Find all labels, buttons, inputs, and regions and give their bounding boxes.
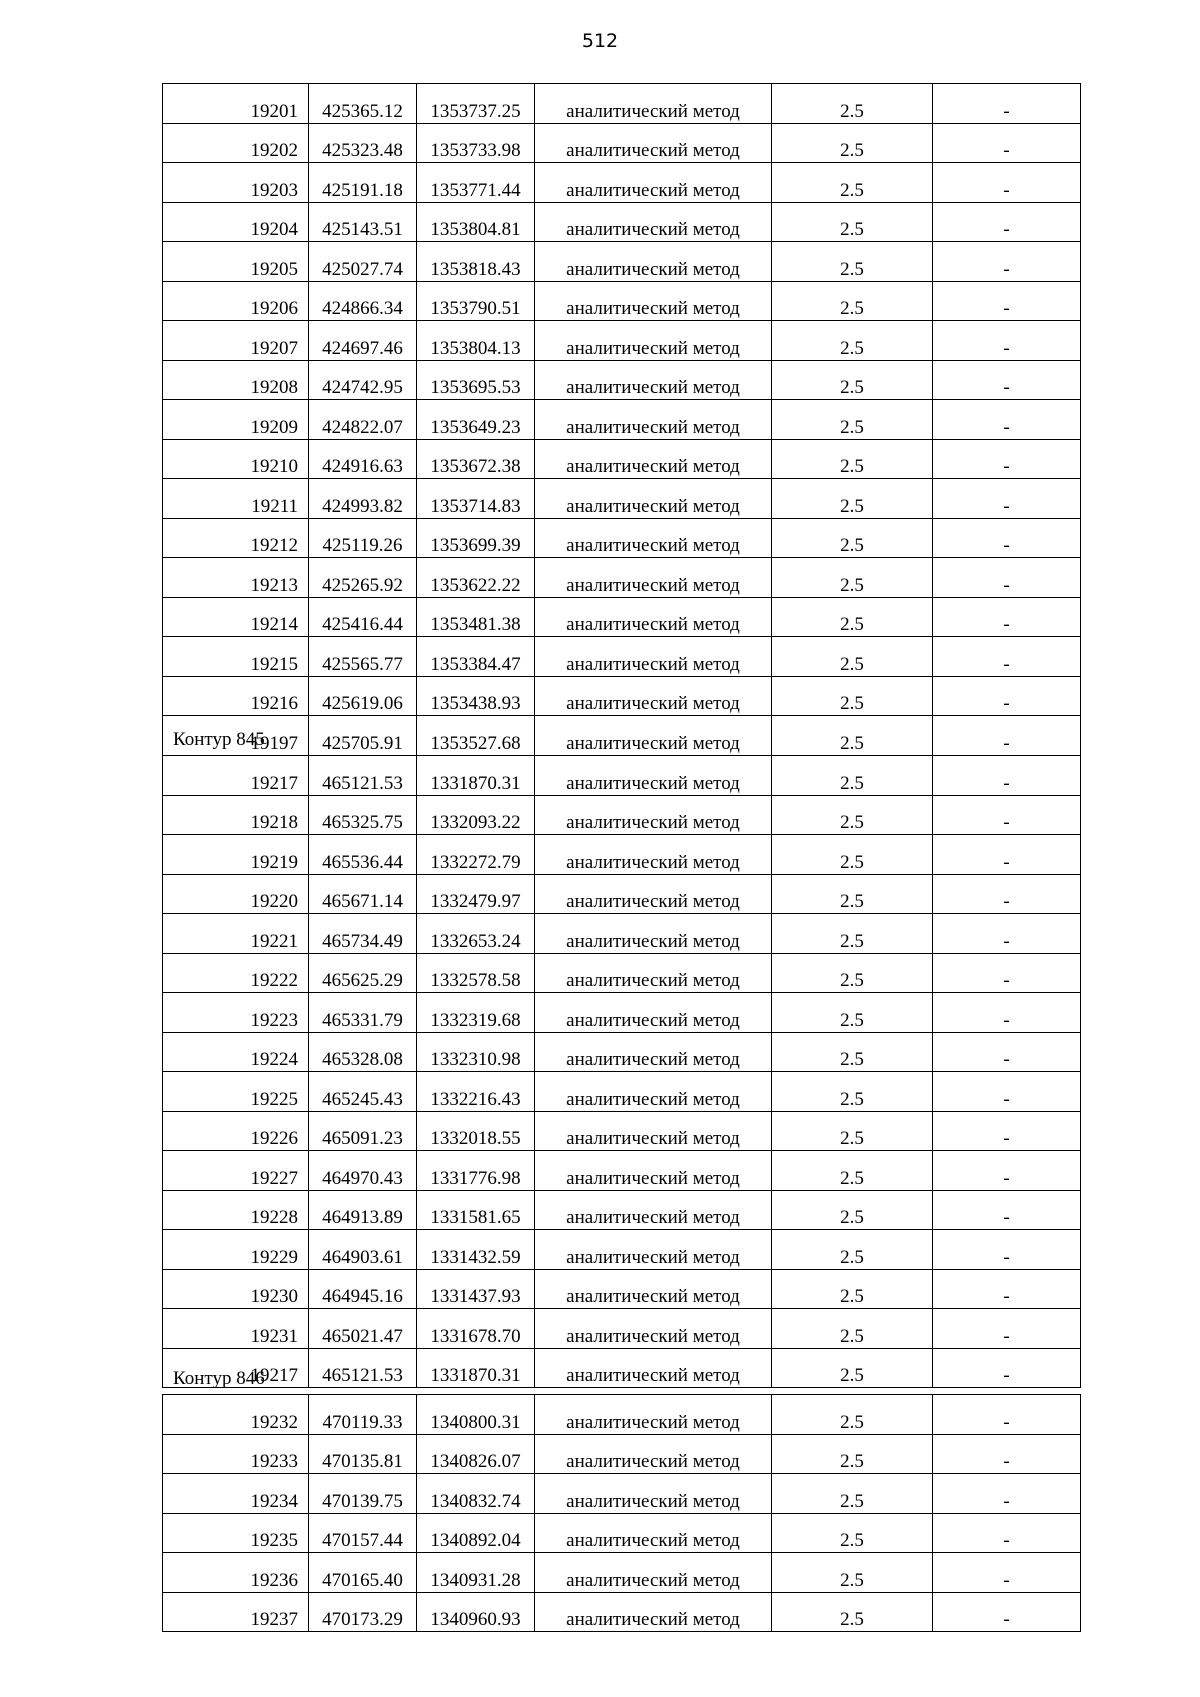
- point-number-cell: 19219: [163, 835, 309, 875]
- accuracy-cell: 2.5: [772, 163, 933, 203]
- accuracy-cell: 2.5: [772, 676, 933, 716]
- x-coordinate-cell: 465536.44: [309, 835, 417, 875]
- y-coordinate-cell: 1340960.93: [417, 1592, 535, 1632]
- description-cell: -: [933, 874, 1081, 914]
- method-cell: аналитический метод: [535, 1434, 772, 1474]
- coordinates-table: [162, 1394, 1081, 1632]
- table-row: [163, 281, 1081, 321]
- point-number-cell: 19203: [163, 163, 309, 203]
- point-number-cell: 19227: [163, 1151, 309, 1191]
- point-number-cell: 19233: [163, 1434, 309, 1474]
- point-number-cell: 19221: [163, 914, 309, 954]
- table-row: [163, 1348, 1081, 1388]
- table-row: [163, 360, 1081, 400]
- point-number-cell: 19204: [163, 202, 309, 242]
- description-cell: -: [933, 1269, 1081, 1309]
- y-coordinate-cell: 1353527.68: [417, 716, 535, 756]
- accuracy-cell: 2.5: [772, 597, 933, 637]
- table-row: [163, 1072, 1081, 1112]
- description-cell: -: [933, 242, 1081, 282]
- x-coordinate-cell: 424742.95: [309, 360, 417, 400]
- point-number-cell: 19208: [163, 360, 309, 400]
- accuracy-cell: 2.5: [772, 914, 933, 954]
- method-cell: аналитический метод: [535, 321, 772, 361]
- table-row: [163, 439, 1081, 479]
- y-coordinate-cell: 1332578.58: [417, 953, 535, 993]
- y-coordinate-cell: 1353672.38: [417, 439, 535, 479]
- accuracy-cell: 2.5: [772, 1230, 933, 1270]
- description-cell: -: [933, 123, 1081, 163]
- point-number-cell: 19206: [163, 281, 309, 321]
- point-number-cell: 19223: [163, 993, 309, 1033]
- accuracy-cell: 2.5: [772, 360, 933, 400]
- description-cell: -: [933, 1513, 1081, 1553]
- point-number-cell: 19222: [163, 953, 309, 993]
- description-cell: -: [933, 597, 1081, 637]
- coordinates-table: [162, 755, 1081, 1388]
- x-coordinate-cell: 464945.16: [309, 1269, 417, 1309]
- accuracy-cell: 2.5: [772, 1111, 933, 1151]
- table-row: [163, 1190, 1081, 1230]
- table-row: [163, 914, 1081, 954]
- point-number-cell: 19211: [163, 479, 309, 519]
- table-row: [163, 1111, 1081, 1151]
- y-coordinate-cell: 1331581.65: [417, 1190, 535, 1230]
- x-coordinate-cell: 465328.08: [309, 1032, 417, 1072]
- description-cell: -: [933, 400, 1081, 440]
- description-cell: -: [933, 1032, 1081, 1072]
- table-row: [163, 637, 1081, 677]
- point-number-cell: 19237: [163, 1592, 309, 1632]
- accuracy-cell: 2.5: [772, 1269, 933, 1309]
- method-cell: аналитический метод: [535, 874, 772, 914]
- table-row: [163, 1395, 1081, 1435]
- point-number-cell: 19234: [163, 1474, 309, 1514]
- method-cell: аналитический метод: [535, 242, 772, 282]
- point-number-cell: 19228: [163, 1190, 309, 1230]
- x-coordinate-cell: 465325.75: [309, 795, 417, 835]
- table-row: [163, 1553, 1081, 1593]
- y-coordinate-cell: 1331776.98: [417, 1151, 535, 1191]
- description-cell: -: [933, 1474, 1081, 1514]
- x-coordinate-cell: 464903.61: [309, 1230, 417, 1270]
- description-cell: -: [933, 1348, 1081, 1388]
- y-coordinate-cell: 1353804.13: [417, 321, 535, 361]
- method-cell: аналитический метод: [535, 123, 772, 163]
- description-cell: -: [933, 1230, 1081, 1270]
- x-coordinate-cell: 424993.82: [309, 479, 417, 519]
- method-cell: аналитический метод: [535, 1309, 772, 1349]
- x-coordinate-cell: 465734.49: [309, 914, 417, 954]
- accuracy-cell: 2.5: [772, 242, 933, 282]
- description-cell: -: [933, 1111, 1081, 1151]
- accuracy-cell: 2.5: [772, 795, 933, 835]
- method-cell: аналитический метод: [535, 400, 772, 440]
- point-number-cell: 19232: [163, 1395, 309, 1435]
- description-cell: -: [933, 518, 1081, 558]
- y-coordinate-cell: 1353649.23: [417, 400, 535, 440]
- method-cell: аналитический метод: [535, 1190, 772, 1230]
- page-number: 512: [581, 30, 619, 52]
- description-cell: -: [933, 1434, 1081, 1474]
- accuracy-cell: 2.5: [772, 1309, 933, 1349]
- accuracy-cell: 2.5: [772, 558, 933, 598]
- method-cell: аналитический метод: [535, 1111, 772, 1151]
- table-row: [163, 558, 1081, 598]
- table-row: [163, 1474, 1081, 1514]
- description-cell: -: [933, 202, 1081, 242]
- x-coordinate-cell: 465331.79: [309, 993, 417, 1033]
- method-cell: аналитический метод: [535, 716, 772, 756]
- point-number-cell: 19215: [163, 637, 309, 677]
- accuracy-cell: 2.5: [772, 1474, 933, 1514]
- point-number-cell: 19210: [163, 439, 309, 479]
- y-coordinate-cell: 1353804.81: [417, 202, 535, 242]
- coordinates-table: [162, 83, 1081, 756]
- accuracy-cell: 2.5: [772, 716, 933, 756]
- x-coordinate-cell: 465021.47: [309, 1309, 417, 1349]
- description-cell: -: [933, 914, 1081, 954]
- method-cell: аналитический метод: [535, 953, 772, 993]
- method-cell: аналитический метод: [535, 1072, 772, 1112]
- table-row: [163, 242, 1081, 282]
- x-coordinate-cell: 425619.06: [309, 676, 417, 716]
- x-coordinate-cell: 425027.74: [309, 242, 417, 282]
- table-row: [163, 1230, 1081, 1270]
- accuracy-cell: 2.5: [772, 439, 933, 479]
- method-cell: аналитический метод: [535, 1032, 772, 1072]
- method-cell: аналитический метод: [535, 202, 772, 242]
- y-coordinate-cell: 1332319.68: [417, 993, 535, 1033]
- method-cell: аналитический метод: [535, 163, 772, 203]
- accuracy-cell: 2.5: [772, 1348, 933, 1388]
- x-coordinate-cell: 470139.75: [309, 1474, 417, 1514]
- point-number-cell: 19220: [163, 874, 309, 914]
- point-number-cell: 19202: [163, 123, 309, 163]
- y-coordinate-cell: 1353699.39: [417, 518, 535, 558]
- x-coordinate-cell: 424822.07: [309, 400, 417, 440]
- point-number-cell: 19235: [163, 1513, 309, 1553]
- x-coordinate-cell: 425365.12: [309, 84, 417, 124]
- description-cell: -: [933, 360, 1081, 400]
- method-cell: аналитический метод: [535, 1230, 772, 1270]
- table-row: [163, 835, 1081, 875]
- point-number-cell: 19201: [163, 84, 309, 124]
- table-row: [163, 202, 1081, 242]
- table-row: [163, 756, 1081, 796]
- y-coordinate-cell: 1353695.53: [417, 360, 535, 400]
- point-number-cell: 19212: [163, 518, 309, 558]
- table-row: [163, 1269, 1081, 1309]
- method-cell: аналитический метод: [535, 281, 772, 321]
- accuracy-cell: 2.5: [772, 835, 933, 875]
- x-coordinate-cell: 470165.40: [309, 1553, 417, 1593]
- method-cell: аналитический метод: [535, 1474, 772, 1514]
- accuracy-cell: 2.5: [772, 123, 933, 163]
- accuracy-cell: 2.5: [772, 1592, 933, 1632]
- y-coordinate-cell: 1340826.07: [417, 1434, 535, 1474]
- table-row: [163, 676, 1081, 716]
- method-cell: аналитический метод: [535, 479, 772, 519]
- method-cell: аналитический метод: [535, 360, 772, 400]
- y-coordinate-cell: 1353818.43: [417, 242, 535, 282]
- accuracy-cell: 2.5: [772, 400, 933, 440]
- x-coordinate-cell: 470157.44: [309, 1513, 417, 1553]
- y-coordinate-cell: 1353384.47: [417, 637, 535, 677]
- accuracy-cell: 2.5: [772, 874, 933, 914]
- table-row: [163, 716, 1081, 756]
- contour-label: Контур 846: [173, 1368, 265, 1389]
- point-number-cell: 19217: [163, 756, 309, 796]
- point-number-cell: 19218: [163, 795, 309, 835]
- description-cell: -: [933, 558, 1081, 598]
- point-number-cell: 19213: [163, 558, 309, 598]
- x-coordinate-cell: 465625.29: [309, 953, 417, 993]
- point-number-cell: 19229: [163, 1230, 309, 1270]
- accuracy-cell: 2.5: [772, 1434, 933, 1474]
- description-cell: -: [933, 84, 1081, 124]
- table-row: [163, 1434, 1081, 1474]
- method-cell: аналитический метод: [535, 1592, 772, 1632]
- description-cell: -: [933, 1151, 1081, 1191]
- description-cell: -: [933, 993, 1081, 1033]
- point-number-cell: 19214: [163, 597, 309, 637]
- description-cell: -: [933, 835, 1081, 875]
- accuracy-cell: 2.5: [772, 1553, 933, 1593]
- y-coordinate-cell: 1332216.43: [417, 1072, 535, 1112]
- y-coordinate-cell: 1332479.97: [417, 874, 535, 914]
- table-row: [163, 953, 1081, 993]
- point-number-cell: 19217: [163, 1348, 309, 1388]
- x-coordinate-cell: 465091.23: [309, 1111, 417, 1151]
- y-coordinate-cell: 1331437.93: [417, 1269, 535, 1309]
- method-cell: аналитический метод: [535, 1269, 772, 1309]
- x-coordinate-cell: 424916.63: [309, 439, 417, 479]
- y-coordinate-cell: 1353438.93: [417, 676, 535, 716]
- table-row: [163, 1309, 1081, 1349]
- table-row: [163, 400, 1081, 440]
- x-coordinate-cell: 425191.18: [309, 163, 417, 203]
- x-coordinate-cell: 465121.53: [309, 1348, 417, 1388]
- point-number-cell: 19209: [163, 400, 309, 440]
- y-coordinate-cell: 1353790.51: [417, 281, 535, 321]
- method-cell: аналитический метод: [535, 597, 772, 637]
- description-cell: -: [933, 321, 1081, 361]
- table-row: [163, 123, 1081, 163]
- point-number-cell: 19224: [163, 1032, 309, 1072]
- method-cell: аналитический метод: [535, 518, 772, 558]
- method-cell: аналитический метод: [535, 1553, 772, 1593]
- x-coordinate-cell: 470173.29: [309, 1592, 417, 1632]
- point-number-cell: 19231: [163, 1309, 309, 1349]
- y-coordinate-cell: 1353714.83: [417, 479, 535, 519]
- table-row: [163, 993, 1081, 1033]
- description-cell: -: [933, 1190, 1081, 1230]
- accuracy-cell: 2.5: [772, 637, 933, 677]
- point-number-cell: 19230: [163, 1269, 309, 1309]
- y-coordinate-cell: 1353771.44: [417, 163, 535, 203]
- description-cell: -: [933, 953, 1081, 993]
- accuracy-cell: 2.5: [772, 281, 933, 321]
- x-coordinate-cell: 470119.33: [309, 1395, 417, 1435]
- method-cell: аналитический метод: [535, 835, 772, 875]
- y-coordinate-cell: 1332653.24: [417, 914, 535, 954]
- x-coordinate-cell: 465121.53: [309, 756, 417, 796]
- description-cell: -: [933, 281, 1081, 321]
- method-cell: аналитический метод: [535, 1513, 772, 1553]
- x-coordinate-cell: 425143.51: [309, 202, 417, 242]
- table-row: [163, 1513, 1081, 1553]
- accuracy-cell: 2.5: [772, 518, 933, 558]
- method-cell: аналитический метод: [535, 795, 772, 835]
- table-row: [163, 479, 1081, 519]
- y-coordinate-cell: 1332093.22: [417, 795, 535, 835]
- y-coordinate-cell: 1353622.22: [417, 558, 535, 598]
- y-coordinate-cell: 1340892.04: [417, 1513, 535, 1553]
- table-row: [163, 874, 1081, 914]
- description-cell: -: [933, 676, 1081, 716]
- accuracy-cell: 2.5: [772, 84, 933, 124]
- method-cell: аналитический метод: [535, 756, 772, 796]
- x-coordinate-cell: 464970.43: [309, 1151, 417, 1191]
- method-cell: аналитический метод: [535, 914, 772, 954]
- table-row: [163, 163, 1081, 203]
- accuracy-cell: 2.5: [772, 202, 933, 242]
- point-number-cell: 19225: [163, 1072, 309, 1112]
- x-coordinate-cell: 425323.48: [309, 123, 417, 163]
- table-row: [163, 518, 1081, 558]
- x-coordinate-cell: 425705.91: [309, 716, 417, 756]
- x-coordinate-cell: 425565.77: [309, 637, 417, 677]
- method-cell: аналитический метод: [535, 676, 772, 716]
- table-row: [163, 84, 1081, 124]
- y-coordinate-cell: 1340832.74: [417, 1474, 535, 1514]
- table-row: [163, 1151, 1081, 1191]
- x-coordinate-cell: 424866.34: [309, 281, 417, 321]
- description-cell: -: [933, 795, 1081, 835]
- accuracy-cell: 2.5: [772, 1190, 933, 1230]
- y-coordinate-cell: 1331870.31: [417, 756, 535, 796]
- description-cell: -: [933, 1395, 1081, 1435]
- method-cell: аналитический метод: [535, 993, 772, 1033]
- description-cell: -: [933, 1553, 1081, 1593]
- x-coordinate-cell: 465671.14: [309, 874, 417, 914]
- y-coordinate-cell: 1332310.98: [417, 1032, 535, 1072]
- accuracy-cell: 2.5: [772, 479, 933, 519]
- x-coordinate-cell: 464913.89: [309, 1190, 417, 1230]
- accuracy-cell: 2.5: [772, 1032, 933, 1072]
- method-cell: аналитический метод: [535, 1348, 772, 1388]
- y-coordinate-cell: 1353733.98: [417, 123, 535, 163]
- accuracy-cell: 2.5: [772, 993, 933, 1033]
- accuracy-cell: 2.5: [772, 1395, 933, 1435]
- x-coordinate-cell: 424697.46: [309, 321, 417, 361]
- y-coordinate-cell: 1340800.31: [417, 1395, 535, 1435]
- description-cell: -: [933, 479, 1081, 519]
- method-cell: аналитический метод: [535, 84, 772, 124]
- method-cell: аналитический метод: [535, 1395, 772, 1435]
- x-coordinate-cell: 470135.81: [309, 1434, 417, 1474]
- table-row: [163, 321, 1081, 361]
- description-cell: -: [933, 1592, 1081, 1632]
- method-cell: аналитический метод: [535, 1151, 772, 1191]
- point-number-cell: 19205: [163, 242, 309, 282]
- y-coordinate-cell: 1331678.70: [417, 1309, 535, 1349]
- x-coordinate-cell: 425416.44: [309, 597, 417, 637]
- accuracy-cell: 2.5: [772, 1151, 933, 1191]
- accuracy-cell: 2.5: [772, 321, 933, 361]
- accuracy-cell: 2.5: [772, 1513, 933, 1553]
- y-coordinate-cell: 1331870.31: [417, 1348, 535, 1388]
- method-cell: аналитический метод: [535, 637, 772, 677]
- y-coordinate-cell: 1332018.55: [417, 1111, 535, 1151]
- y-coordinate-cell: 1340931.28: [417, 1553, 535, 1593]
- table-row: [163, 795, 1081, 835]
- point-number-cell: 19207: [163, 321, 309, 361]
- table-row: [163, 1032, 1081, 1072]
- description-cell: -: [933, 163, 1081, 203]
- y-coordinate-cell: 1331432.59: [417, 1230, 535, 1270]
- point-number-cell: 19236: [163, 1553, 309, 1593]
- accuracy-cell: 2.5: [772, 1072, 933, 1112]
- point-number-cell: 19197: [163, 716, 309, 756]
- y-coordinate-cell: 1353481.38: [417, 597, 535, 637]
- point-number-cell: 19226: [163, 1111, 309, 1151]
- y-coordinate-cell: 1332272.79: [417, 835, 535, 875]
- description-cell: -: [933, 716, 1081, 756]
- x-coordinate-cell: 465245.43: [309, 1072, 417, 1112]
- table-row: [163, 597, 1081, 637]
- point-number-cell: 19216: [163, 676, 309, 716]
- description-cell: -: [933, 439, 1081, 479]
- contour-label: Контур 845: [173, 729, 265, 750]
- method-cell: аналитический метод: [535, 439, 772, 479]
- x-coordinate-cell: 425119.26: [309, 518, 417, 558]
- description-cell: -: [933, 1072, 1081, 1112]
- x-coordinate-cell: 425265.92: [309, 558, 417, 598]
- method-cell: аналитический метод: [535, 558, 772, 598]
- description-cell: -: [933, 1309, 1081, 1349]
- table-row: [163, 1592, 1081, 1632]
- y-coordinate-cell: 1353737.25: [417, 84, 535, 124]
- accuracy-cell: 2.5: [772, 953, 933, 993]
- accuracy-cell: 2.5: [772, 756, 933, 796]
- description-cell: -: [933, 637, 1081, 677]
- description-cell: -: [933, 756, 1081, 796]
